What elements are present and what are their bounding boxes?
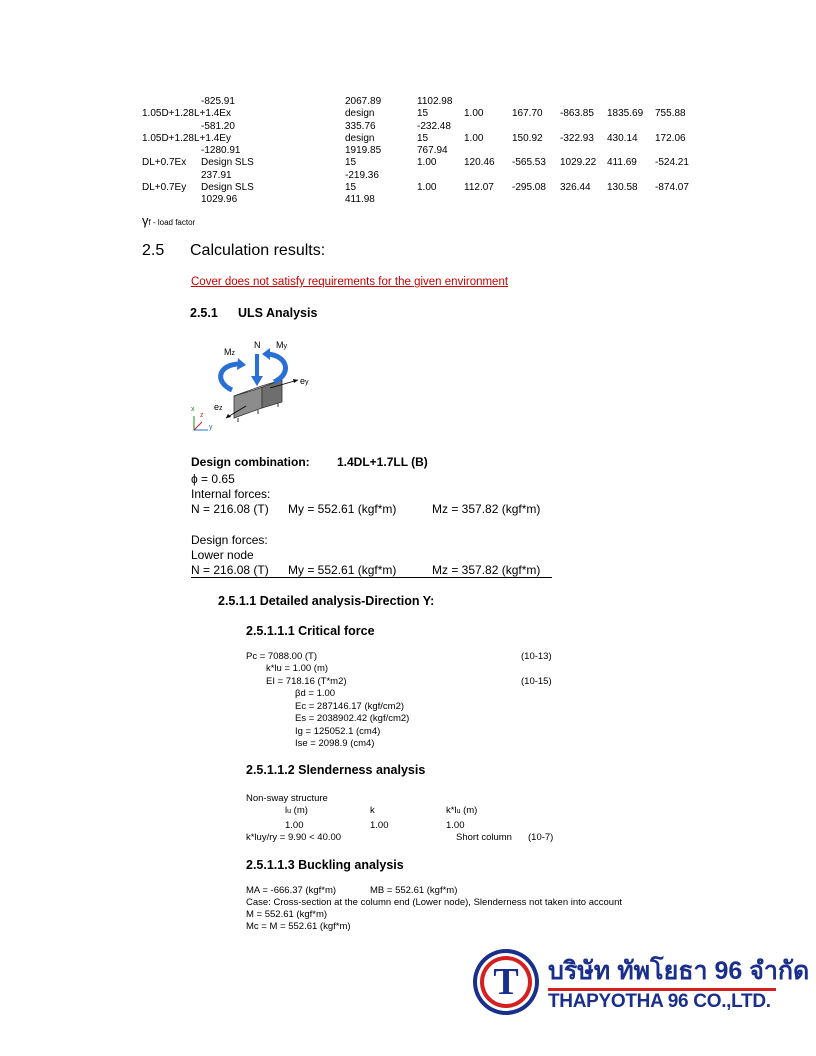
n-label: N <box>254 340 261 350</box>
classification-ref: (10-7) <box>528 832 554 843</box>
value-klu: 1.00 <box>446 820 465 831</box>
table-cell: -232.48 <box>417 121 451 132</box>
header-klu: k*lu (m) <box>446 805 478 816</box>
design-my: My = 552.61 (kgf*m) <box>288 563 397 577</box>
company-name-english: THAPYOTHA 96 CO.,LTD. <box>548 991 771 1012</box>
axis-z-label: z <box>200 412 204 419</box>
cover-warning: Cover does not satisfy requirements for the given environment <box>191 276 509 288</box>
table-cell: -219.36 <box>345 170 379 181</box>
load-factor-footnote <box>142 212 195 230</box>
ei-value: EI = 718.16 (T*m2) <box>266 676 347 687</box>
subsection-title: ULS Analysis <box>238 306 318 320</box>
table-cell: design <box>345 133 375 144</box>
m-value: M = 552.61 (kgf*m) <box>246 909 328 920</box>
lower-node-label: Lower node <box>191 548 254 562</box>
design-mz: Mz = 357.82 (kgf*m) <box>432 563 541 577</box>
design-forces-row <box>191 563 552 578</box>
internal-n: N = 216.08 (T) <box>191 502 269 516</box>
buckling-case: Case: Cross-section at the column end (Lower node), Slenderness not taken into account <box>246 897 622 908</box>
table-cell: 1835.69 <box>607 108 644 119</box>
table-cell: -322.93 <box>560 133 594 144</box>
phi-value: ϕ = 0.65 <box>191 472 235 486</box>
axis-x-label: x <box>191 406 195 413</box>
detailed-analysis-title: 2.5.1.1 Detailed analysis-Direction Y: <box>218 594 435 608</box>
table-cell: 411.98 <box>345 194 375 205</box>
table-cell: 15 <box>345 182 357 193</box>
table-cell: 755.88 <box>655 108 686 119</box>
design-combination-value: 1.4DL+1.7LL (B) <box>337 455 428 469</box>
table-cell: 1.00 <box>464 133 484 144</box>
table-cell: 15 <box>417 108 429 119</box>
design-forces-label: Design forces: <box>191 533 268 547</box>
gamma-symbol: γ <box>142 213 149 228</box>
mc-value: Mc = M = 552.61 (kgf*m) <box>246 921 351 932</box>
table-cell: 2067.89 <box>345 96 382 107</box>
bd-value: βd = 1.00 <box>295 688 336 699</box>
column-load-diagram <box>188 338 318 438</box>
subsection-number: 2.5.1 <box>190 306 218 320</box>
ez-label: ez <box>214 402 223 412</box>
table-cell: 430.14 <box>607 133 638 144</box>
footnote-subscript: f <box>148 218 151 227</box>
table-cell: 1.00 <box>464 108 484 119</box>
table-cell: -565.53 <box>512 157 546 168</box>
table-cell: -874.07 <box>655 182 689 193</box>
table-cell: 326.44 <box>560 182 591 193</box>
es-value: Es = 2038902.42 (kgf/cm2) <box>295 713 410 724</box>
ei-ref: (10-15) <box>521 676 552 687</box>
table-cell: -581.20 <box>201 121 235 132</box>
table-cell: 767.94 <box>417 145 448 156</box>
header-lu: lu (m) <box>285 805 308 816</box>
table-cell: 130.58 <box>607 182 638 193</box>
table-cell: 112.07 <box>464 182 494 193</box>
my-label: My <box>276 340 287 350</box>
table-cell: 167.70 <box>512 108 543 119</box>
design-combination-label: Design combination: <box>191 455 310 469</box>
ec-value: Ec = 287146.17 (kgf/cm2) <box>295 701 405 712</box>
table-cell: 1102.98 <box>417 96 453 107</box>
table-cell: DL+0.7Ex <box>142 157 187 168</box>
structure-type: Non-sway structure <box>246 793 328 804</box>
table-cell: -295.08 <box>512 182 546 193</box>
logo-letter: T <box>493 961 519 1003</box>
section-number: 2.5 <box>142 242 165 259</box>
mb-value: MB = 552.61 (kgf*m) <box>370 885 458 896</box>
footnote-text: - load factor <box>150 218 196 227</box>
column-classification: Short column <box>456 832 512 843</box>
pc-value: Pc = 7088.00 (T) <box>246 651 318 662</box>
klu-value: k*lu = 1.00 (m) <box>266 663 329 674</box>
table-cell: 1919.85 <box>345 145 382 156</box>
table-cell: 1.00 <box>417 182 437 193</box>
critical-force-title: 2.5.1.1.1 Critical force <box>246 624 375 638</box>
internal-forces-label: Internal forces: <box>191 487 271 501</box>
value-lu: 1.00 <box>285 820 304 831</box>
table-cell: 1.05D+1.28L+1.4Ey <box>142 133 231 144</box>
ig-value: Ig = 125052.1 (cm4) <box>295 726 381 737</box>
slenderness-ratio: k*luy/ry = 9.90 < 40.00 <box>246 832 342 843</box>
table-cell: DL+0.7Ey <box>142 182 187 193</box>
table-cell: Design SLS <box>201 157 254 168</box>
table-cell: 335.76 <box>345 121 376 132</box>
slenderness-title: 2.5.1.1.2 Slenderness analysis <box>246 763 426 777</box>
table-cell: 1.00 <box>417 157 437 168</box>
header-k: k <box>370 805 375 816</box>
company-name-thai: บริษัท ทัพโยธา 96 จำกัด <box>548 957 810 985</box>
table-cell: design <box>345 108 375 119</box>
buckling-title: 2.5.1.1.3 Buckling analysis <box>246 858 404 872</box>
table-cell: 172.06 <box>655 133 686 144</box>
internal-mz: Mz = 357.82 (kgf*m) <box>432 502 541 516</box>
company-logo-emblem <box>472 948 540 1016</box>
table-cell: -524.21 <box>655 157 689 168</box>
ise-value: Ise = 2098.9 (cm4) <box>295 738 375 749</box>
load-diagram-svg <box>188 338 318 438</box>
table-cell: -825.91 <box>201 96 235 107</box>
ma-value: MA = -666.37 (kgf*m) <box>246 885 337 896</box>
table-cell: 1029.22 <box>560 157 597 168</box>
pc-ref: (10-13) <box>521 651 552 662</box>
table-cell: 411.69 <box>607 157 637 168</box>
table-cell: 15 <box>417 133 429 144</box>
table-cell: Design SLS <box>201 182 254 193</box>
design-n: N = 216.08 (T) <box>191 563 269 577</box>
section-title: Calculation results: <box>190 242 326 259</box>
table-cell: 15 <box>345 157 357 168</box>
mz-label: Mz <box>224 347 235 357</box>
internal-my: My = 552.61 (kgf*m) <box>288 502 397 516</box>
table-cell: 1029.96 <box>201 194 238 205</box>
value-k: 1.00 <box>370 820 389 831</box>
table-cell: -1280.91 <box>201 145 241 156</box>
table-cell: 237.91 <box>201 170 232 181</box>
ey-label: ey <box>300 376 309 386</box>
table-cell: 150.92 <box>512 133 543 144</box>
table-cell: 1.05D+1.28L+1.4Ex <box>142 108 231 119</box>
axis-y-label: y <box>209 424 213 431</box>
table-cell: -863.85 <box>560 108 594 119</box>
table-cell: 120.46 <box>464 157 495 168</box>
